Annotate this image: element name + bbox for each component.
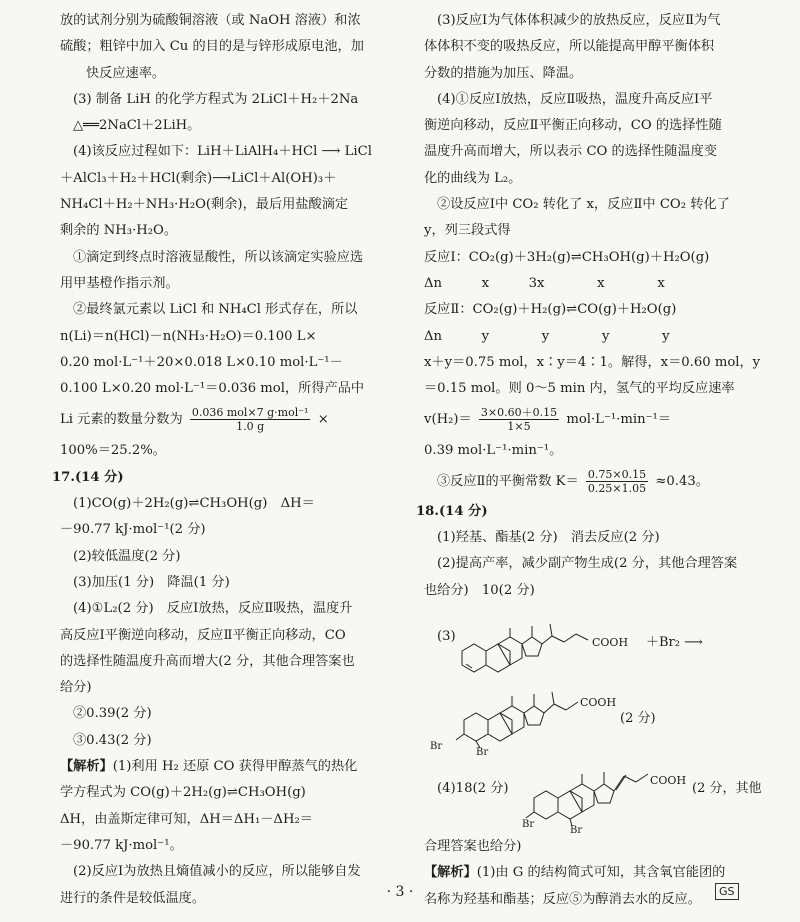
- text-line: (2)提高产率，减少副产物生成(2 分，其他合理答案: [437, 556, 738, 572]
- text-line: △══2NaCl＋2LiH。: [73, 118, 201, 134]
- score-label: (2 分): [620, 710, 656, 726]
- text-line: ③0.43(2 分): [73, 732, 152, 748]
- text-line: ΔH，由盖斯定律可知，ΔH＝ΔH₁－ΔH₂＝: [60, 811, 313, 827]
- question-18-4: [424, 754, 769, 836]
- text-line: (2)反应Ⅰ为放热且熵值减小的反应，所以能够自发: [73, 864, 361, 880]
- text-line: 放的试剂分别为硫酸铜溶液（或 NaOH 溶液）和浓: [60, 13, 361, 28]
- li-denominator: 1.0 g: [236, 420, 265, 434]
- text-line: －90.77 kJ·mol⁻¹(2 分): [60, 522, 206, 538]
- analysis-text: (1)利用 H₂ 还原 CO 获得甲醇蒸气的热化: [112, 759, 358, 775]
- br-label: Br: [522, 818, 535, 830]
- score-label: (2 分，其他: [692, 780, 762, 796]
- text-line: (1)CO(g)＋2H₂(g)⇌CH₃OH(g) ΔH＝: [73, 496, 315, 512]
- text-line: Δn y y y y: [424, 328, 670, 344]
- text-line: －90.77 kJ·mol⁻¹。: [60, 837, 183, 853]
- text-line: 剩余的 NH₃·H₂O。: [60, 223, 178, 239]
- text-line: 快反应速率。: [86, 65, 166, 81]
- li-fraction: [190, 406, 311, 433]
- text-line: (3) 制备 LiH 的化学方程式为 2LiCl＋H₂＋2Na: [73, 91, 359, 107]
- text-line: 学方程式为 CO(g)＋2H₂(g)⇌CH₃OH(g): [60, 785, 306, 801]
- rate-prefix: v(H₂)＝: [424, 412, 472, 428]
- text-line: ①滴定到终点时溶液显酸性，所以该滴定实验应选: [73, 249, 364, 265]
- rate-suffix: mol·L⁻¹·min⁻¹＝: [566, 412, 672, 428]
- k-numerator: 0.75×0.15: [587, 467, 647, 481]
- text-line: 衡逆向移动，反应Ⅱ平衡正向移动，CO 的选择性随: [424, 118, 722, 134]
- cooh-label: COOH: [650, 773, 687, 787]
- text-line: (4)①反应Ⅰ放热，反应Ⅱ吸热，温度升高反应Ⅰ平: [437, 91, 713, 107]
- question-18-header: 18.(14 分): [416, 503, 488, 519]
- left-column: [52, 8, 400, 912]
- question-17-header: 17.(14 分): [52, 469, 124, 485]
- q18-3-label: (3): [437, 628, 456, 644]
- text-line: 化的曲线为 L₂。: [424, 170, 522, 186]
- text-line: 合理答案也给分): [424, 838, 522, 854]
- reagent-label: ＋Br₂ ⟶: [646, 634, 703, 650]
- text-line: (2)较低温度(2 分): [73, 548, 181, 564]
- k-suffix: ≈0.43。: [655, 473, 709, 489]
- text-line: ＝0.15 mol。则 0～5 min 内，氢气的平均反应速率: [424, 381, 735, 397]
- page-number: · 3 ·: [386, 884, 414, 900]
- text-line: 用甲基橙作指示剂。: [60, 275, 179, 291]
- text-line: (1)羟基、酯基(2 分) 消去反应(2 分): [437, 530, 660, 546]
- li-suffix: ×: [317, 412, 329, 428]
- analysis-label: 【解析】: [424, 865, 477, 881]
- text-line: ②0.39(2 分): [73, 706, 152, 722]
- text-line: (3)加压(1 分) 降温(1 分): [73, 574, 230, 590]
- text-line: 硫酸；粗锌中加入 Cu 的目的是与锌形成原电池，加: [60, 39, 364, 55]
- rate-numerator: 3×0.60＋0.15: [480, 406, 558, 420]
- text-line: 高反应Ⅰ平衡逆向移动，反应Ⅱ平衡正向移动，CO: [60, 627, 346, 643]
- right-column: [416, 8, 769, 913]
- analysis-label: 【解析】: [60, 759, 113, 775]
- text-line: 0.20 mol·L⁻¹＋20×0.018 L×0.10 mol·L⁻¹－: [60, 354, 343, 370]
- k-denominator: 0.25×1.05: [587, 481, 647, 495]
- text-line: 分数的措施为加压、降温。: [424, 65, 583, 81]
- text-line: 体体积不变的吸热反应，所以能提高甲醇平衡体积: [424, 39, 715, 55]
- li-numerator: 0.036 mol×7 g·mol⁻¹: [191, 406, 309, 420]
- rate-line: [424, 402, 769, 438]
- analysis-text: (1)由 G 的结构简式可知，其含氧官能团的: [476, 865, 726, 881]
- text-line: x＋y＝0.75 mol，x∶y＝4∶1。解得，x＝0.60 mol，y: [424, 354, 761, 370]
- cooh-label: COOH: [580, 695, 617, 709]
- text-line: Δn x 3x x x: [424, 275, 665, 291]
- text-line: 温度升高而增大，所以表示 CO 的选择性随温度变: [424, 144, 718, 160]
- text-line: (4)该反应过程如下：LiH＋LiAlH₄＋HCl ⟶ LiCl: [73, 144, 372, 160]
- k-line: [424, 465, 769, 499]
- reaction-3: [424, 606, 769, 676]
- text-line: 0.100 L×0.20 mol·L⁻¹＝0.036 mol，所得产品中: [60, 381, 365, 397]
- text-line: 进行的条件是较低温度。: [60, 890, 206, 906]
- text-line: 反应Ⅱ：CO₂(g)＋H₂(g)⇌CO(g)＋H₂O(g): [424, 302, 677, 318]
- text-line: ＋AlCl₃＋H₂＋HCl(剩余)⟶LiCl＋Al(OH)₃＋: [60, 170, 337, 186]
- li-prefix: Li 元素的数量分数为: [60, 412, 183, 428]
- fraction-line: [60, 402, 400, 438]
- text-line: ②最终氯元素以 LiCl 和 NH₄Cl 形式存在，所以: [73, 302, 358, 318]
- text-line: 反应Ⅰ：CO₂(g)＋3H₂(g)⇌CH₃OH(g)＋H₂O(g): [424, 249, 710, 265]
- text-line: n(Li)＝n(HCl)－n(NH₃·H₂O)＝0.100 L×: [60, 328, 317, 344]
- rate-fraction: [479, 406, 559, 433]
- q18-4-label: (4)18(2 分): [437, 780, 509, 796]
- text-line: 名称为羟基和酯基；反应⑤为醇消去水的反应。: [424, 891, 701, 907]
- text-line: NH₄Cl＋H₂＋NH₃·H₂O(剩余)，最后用盐酸滴定: [60, 197, 349, 213]
- text-line: y，列三段式得: [424, 223, 511, 239]
- text-line: 也给分) 10(2 分): [424, 582, 535, 598]
- text-line: ②设反应Ⅰ中 CO₂ 转化了 x，反应Ⅱ中 CO₂ 转化了: [437, 197, 730, 213]
- k-fraction: [586, 468, 648, 495]
- br-label: Br: [570, 824, 583, 836]
- text-line: 的选择性随温度升高而增大(2 分，其他合理答案也: [60, 653, 355, 669]
- cooh-label: COOH: [592, 635, 629, 649]
- text-line: 0.39 mol·L⁻¹·min⁻¹。: [424, 443, 563, 459]
- product-structure: [424, 678, 769, 758]
- text-line: (4)①L₂(2 分) 反应Ⅰ放热，反应Ⅱ吸热，温度升: [73, 601, 353, 617]
- text-line: 100%＝25.2%。: [60, 443, 166, 459]
- publisher-code: GS: [715, 883, 739, 900]
- rate-denominator: 1×5: [507, 420, 531, 434]
- analysis-line: [60, 754, 400, 780]
- text-line: 给分): [60, 680, 92, 696]
- text-line: (3)反应Ⅰ为气体体积减少的放热反应，反应Ⅱ为气: [437, 13, 721, 28]
- br-label: Br: [476, 746, 489, 758]
- k-prefix: ③反应Ⅱ的平衡常数 K＝: [437, 473, 579, 489]
- br-label: Br: [430, 740, 443, 752]
